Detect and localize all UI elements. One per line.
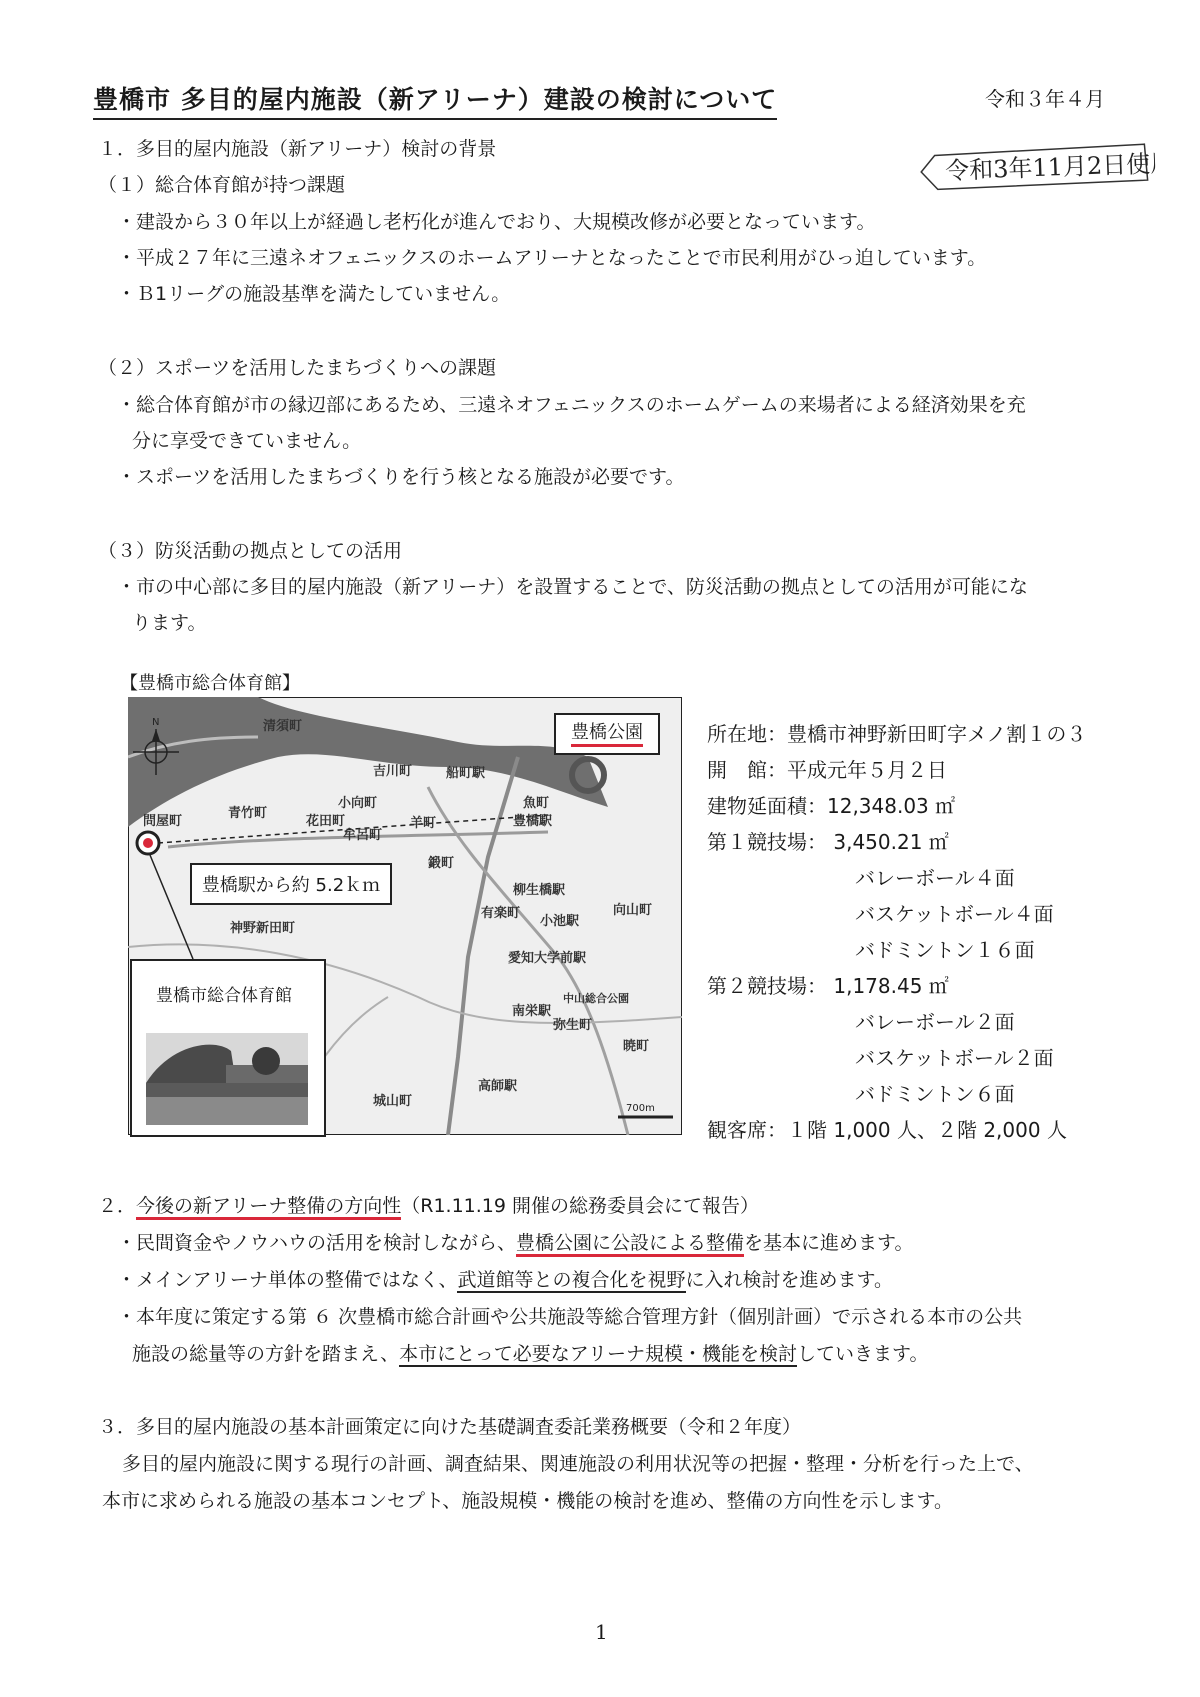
gym-photo bbox=[146, 1033, 308, 1125]
map-place: 中山総合公園 bbox=[563, 993, 629, 1005]
map-place: 牟呂町 bbox=[343, 827, 383, 842]
bullet: ・市の中心部に多目的屋内施設（新アリーナ）を設置することで、防災活動の拠点としての活用が可能にな bbox=[117, 576, 1028, 598]
facility-address: 所在地：豊橋市神野新田町字メノ割１の３ bbox=[707, 722, 1087, 746]
stamp-text: 令和3年11月2日使用 bbox=[944, 149, 1156, 186]
section2-heading: ２．今後の新アリーナ整備の方向性（R1.11.19 開催の総務委員会にて報告） bbox=[98, 1193, 759, 1219]
park-label-box bbox=[554, 713, 660, 755]
facility-floor-area: 建物延面積：12,348.03 ㎡ bbox=[707, 794, 956, 818]
section1-sub1-heading: （１）総合体育館が持つ課題 bbox=[98, 174, 346, 196]
facility-arena2: 第２競技場： 1,178.45 ㎡ bbox=[707, 974, 949, 998]
map-place: 清須町 bbox=[263, 718, 303, 733]
bullet-continued: ります。 bbox=[132, 612, 207, 634]
section3-paragraph: 本市に求められる施設の基本コンセプト、施設規模・機能の検討を進め、整備の方向性を示します。 bbox=[102, 1490, 954, 1512]
svg-text:N: N bbox=[152, 717, 160, 728]
bullet: ・メインアリーナ単体の整備ではなく、武道館等との複合化を視野に入れ検討を進めます。 bbox=[117, 1269, 893, 1291]
distance-label: 豊橋駅から約 5.2ｋｍ bbox=[190, 863, 392, 905]
map-place: 向山町 bbox=[613, 902, 653, 917]
bullet: ・Ｂ1リーグの施設基準を満たしていません。 bbox=[117, 283, 511, 305]
map-place: 吉川町 bbox=[373, 763, 413, 778]
map-place: 羊町 bbox=[410, 815, 437, 830]
facility-arena1: 第１競技場： 3,450.21 ㎡ bbox=[707, 830, 949, 854]
map-place: 城山町 bbox=[373, 1093, 413, 1108]
section1-sub3-heading: （３）防災活動の拠点としての活用 bbox=[98, 540, 403, 562]
map-place: 小池駅 bbox=[540, 913, 580, 928]
bullet-continued: 分に享受できていません。 bbox=[132, 430, 362, 452]
gym-photo-inset bbox=[130, 959, 326, 1137]
map-place: 問屋町 bbox=[143, 813, 183, 828]
section1-heading: １．多目的屋内施設（新アリーナ）検討の背景 bbox=[98, 138, 497, 160]
bullet: ・スポーツを活用したまちづくりを行う核となる施設が必要です。 bbox=[117, 466, 685, 488]
map-caption: 【豊橋市総合体育館】 bbox=[120, 673, 300, 694]
map-place: 青竹町 bbox=[228, 805, 268, 820]
section1-sub2-heading: （２）スポーツを活用したまちづくりへの課題 bbox=[98, 357, 497, 379]
map-place: 魚町 bbox=[523, 795, 550, 810]
bullet-continued: 施設の総量等の方針を踏まえ、本市にとって必要なアリーナ規模・機能を検討していきます。 bbox=[132, 1343, 929, 1365]
map-place: 暁町 bbox=[623, 1038, 650, 1053]
map-place: 有楽町 bbox=[481, 905, 521, 920]
map-place: 花田町 bbox=[306, 813, 346, 828]
handwritten-stamp bbox=[914, 136, 1156, 192]
facility-court: バレーボール４面 bbox=[855, 866, 1015, 890]
section3-paragraph: 多目的屋内施設に関する現行の計画、調査結果、関連施設の利用状況等の把握・整理・分析を行った上で、 bbox=[122, 1453, 1034, 1475]
facility-seating: 観客席：１階 1,000 人、２階 2,000 人 bbox=[707, 1118, 1067, 1142]
facility-court: バスケットボール２面 bbox=[855, 1046, 1054, 1070]
facility-court: バスケットボール４面 bbox=[855, 902, 1054, 926]
page-number: 1 bbox=[595, 1620, 608, 1644]
map-place: 鍛町 bbox=[428, 855, 455, 870]
map-place: 南栄駅 bbox=[512, 1003, 552, 1018]
map-place: 柳生橋駅 bbox=[513, 882, 566, 897]
facility-court: バドミントン１６面 bbox=[855, 938, 1035, 962]
map-place: 高師駅 bbox=[478, 1078, 518, 1093]
park-label: 豊橋公園 bbox=[571, 722, 643, 747]
document-date: 令和３年４月 bbox=[985, 87, 1105, 111]
section3-heading: ３．多目的屋内施設の基本計画策定に向けた基礎調査委託業務概要（令和２年度） bbox=[98, 1416, 802, 1438]
location-map bbox=[128, 697, 682, 1135]
svg-text:700m: 700m bbox=[626, 1103, 655, 1114]
page-title: 豊橋市 多目的屋内施設（新アリーナ）建設の検討について bbox=[93, 80, 777, 120]
bullet: ・総合体育館が市の縁辺部にあるため、三遠ネオフェニックスのホームゲームの来場者による経済効果を充 bbox=[117, 394, 1026, 416]
map-place: 弥生町 bbox=[553, 1017, 593, 1032]
gym-location-marker bbox=[137, 832, 159, 854]
map-place: 神野新田町 bbox=[230, 920, 296, 935]
gym-photo-label: 豊橋市総合体育館 bbox=[156, 986, 292, 1006]
bullet: ・本年度に策定する第 ６ 次豊橋市総合計画や公共施設等総合管理方針（個別計画）で示される本市の公共 bbox=[117, 1306, 1023, 1328]
map-place: 船町駅 bbox=[446, 765, 486, 780]
bullet: ・建設から３０年以上が経過し老朽化が進んでおり、大規模改修が必要となっています。 bbox=[117, 211, 876, 233]
map-place: 愛知大学前駅 bbox=[508, 950, 587, 965]
bullet: ・民間資金やノウハウの活用を検討しながら、豊橋公園に公設による整備を基本に進めます。 bbox=[117, 1230, 914, 1256]
facility-opened: 開 館：平成元年５月２日 bbox=[707, 758, 947, 782]
map-place: 豊橋駅 bbox=[513, 813, 553, 828]
facility-court: バレーボール２面 bbox=[855, 1010, 1015, 1034]
facility-court: バドミントン６面 bbox=[855, 1082, 1015, 1106]
bullet: ・平成２７年に三遠ネオフェニックスのホームアリーナとなったことで市民利用がひっ迫しています。 bbox=[117, 247, 987, 269]
map-place: 小向町 bbox=[338, 795, 378, 810]
